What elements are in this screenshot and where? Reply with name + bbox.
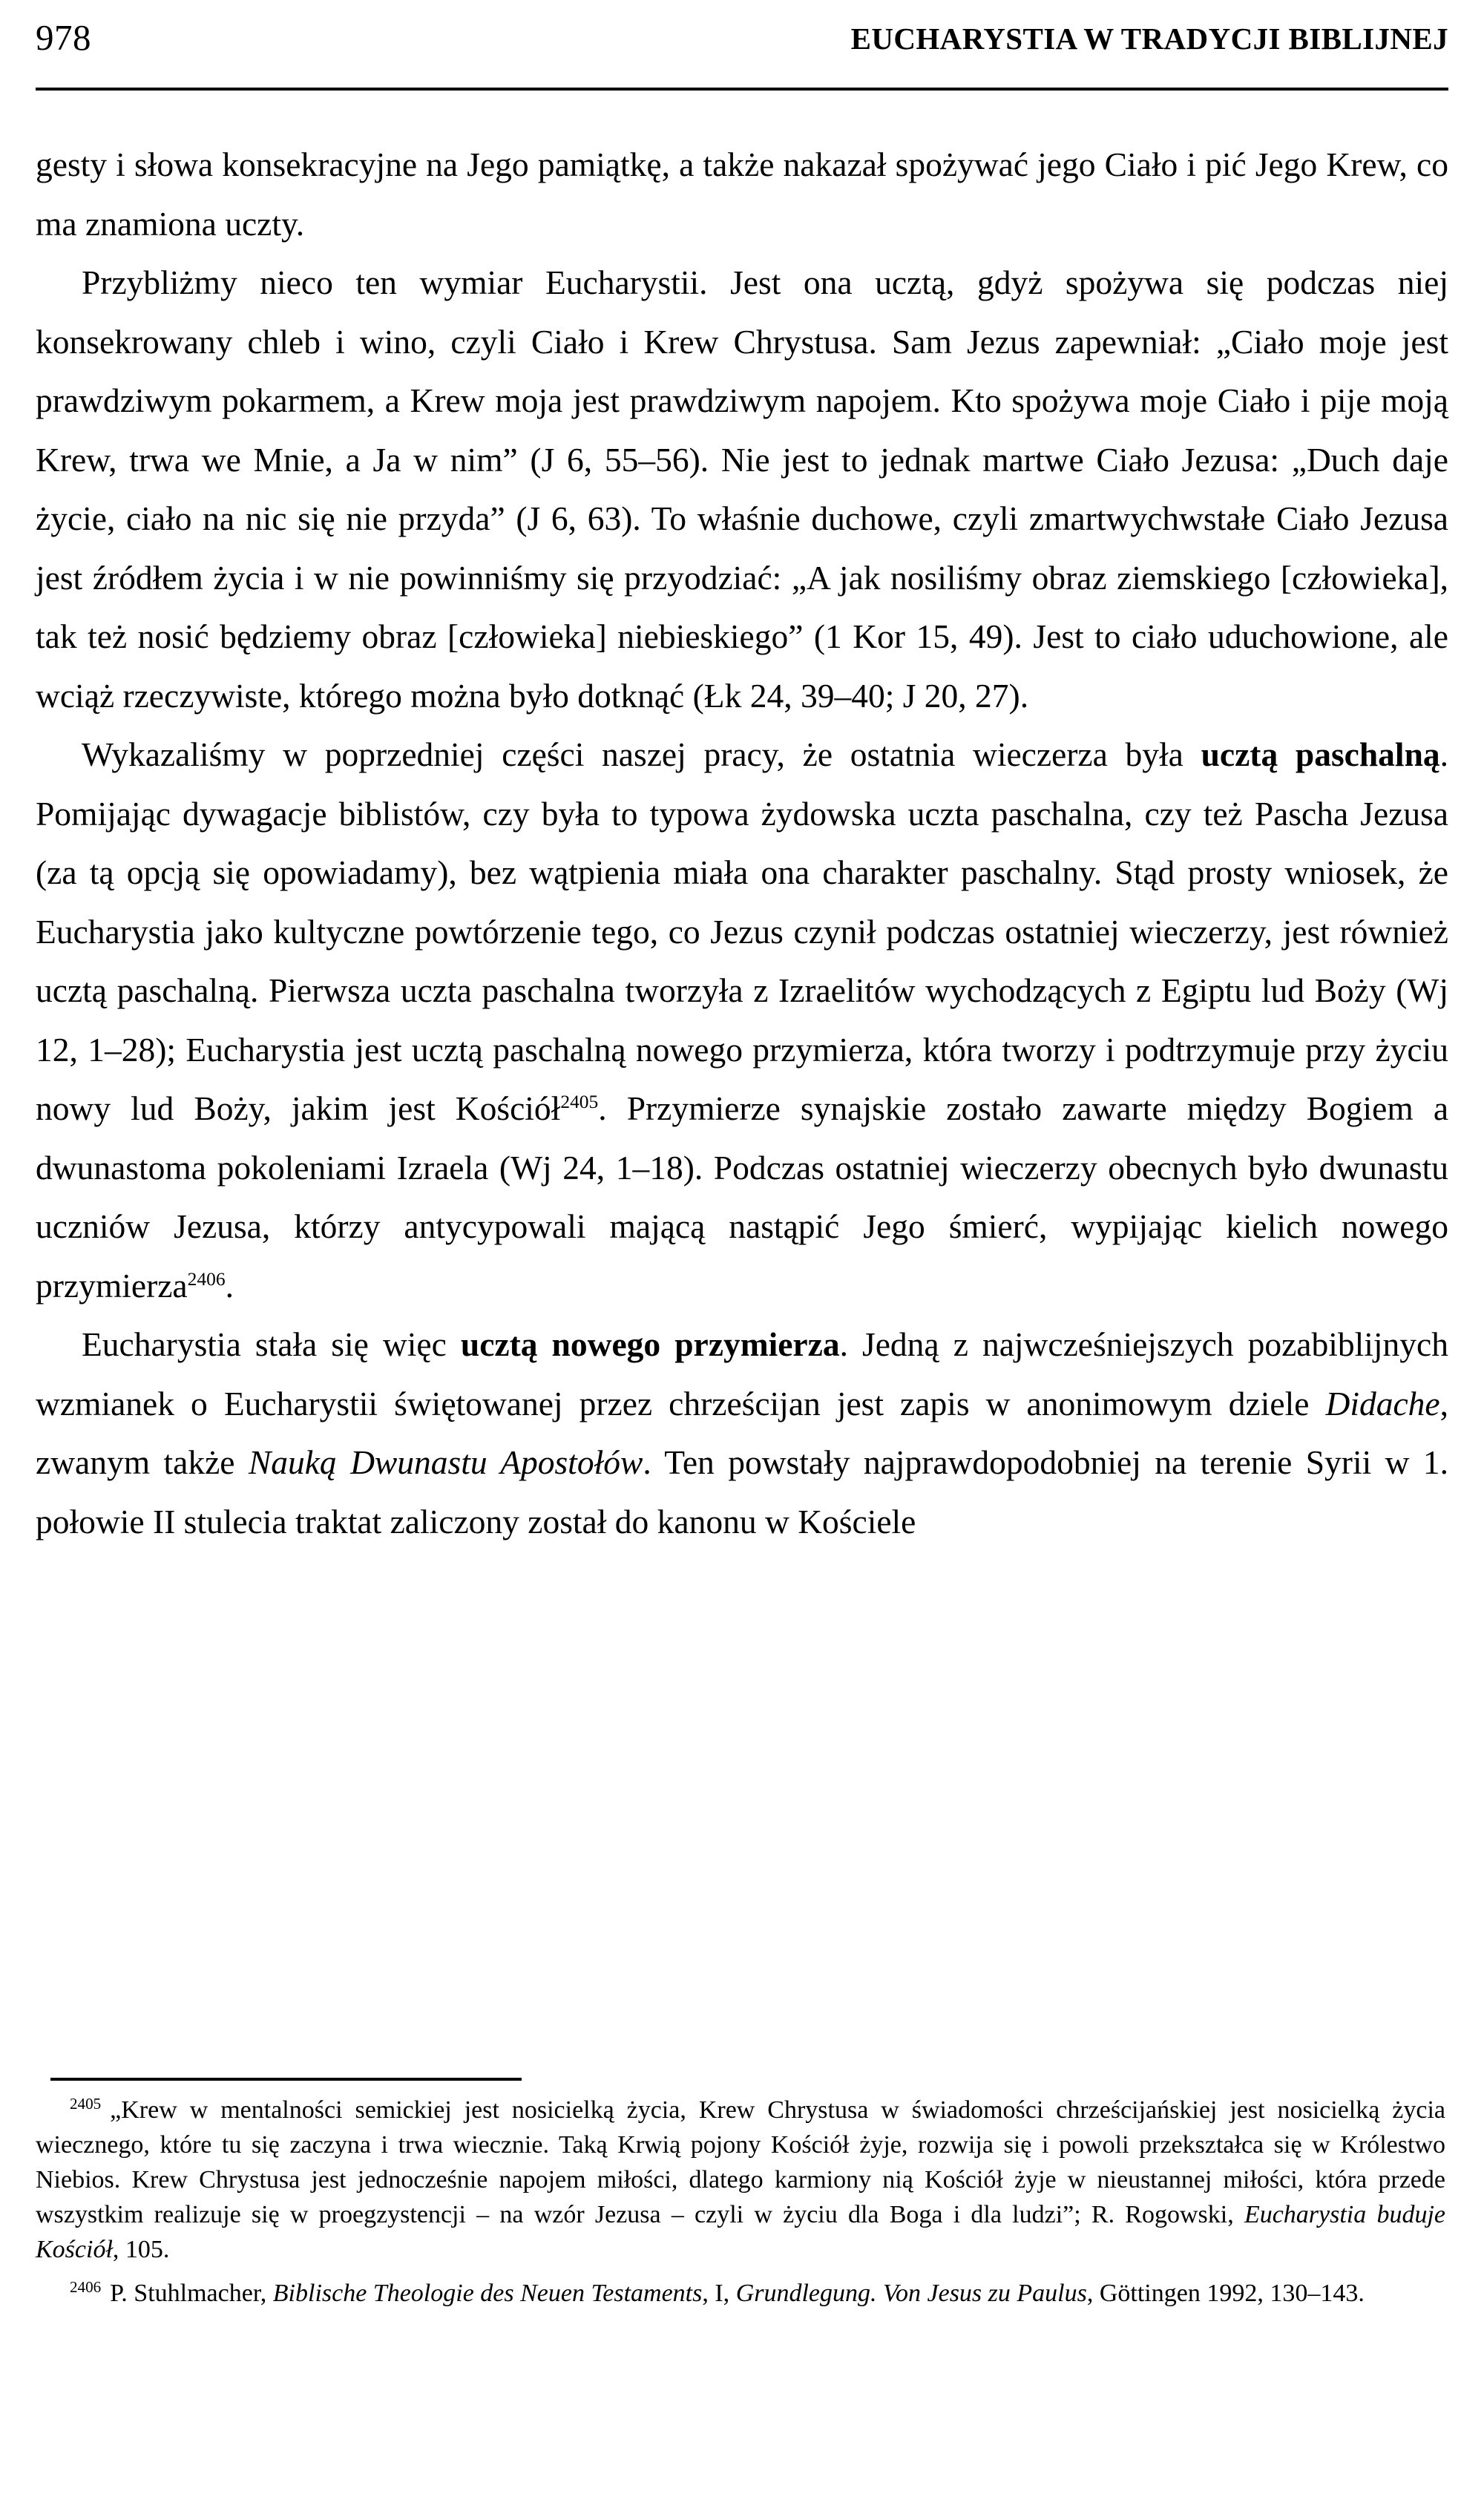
footnote-reference[interactable]: 2406	[187, 1267, 226, 1290]
body-text	[30, 135, 1454, 1551]
footnote-area	[36, 2078, 1448, 2315]
text-run: , I,	[702, 2280, 736, 2307]
title-italic: Eucharystia buduje Kościół	[36, 2201, 1446, 2263]
footnote-reference[interactable]: 2405	[560, 1090, 599, 1112]
emphasis-bold: ucztą paschalną	[1201, 735, 1440, 773]
footnote-number: 2405	[70, 2094, 102, 2113]
text-run: gesty i słowa konsekracyjne na Jego pamiątkę, a także nakazał spożywać jego Ciało i pić Jego Krew, co ma znamiona uczty.	[36, 145, 1448, 243]
body-paragraph	[36, 135, 1448, 253]
footnote-entry	[36, 2276, 1448, 2311]
text-run: .	[225, 1266, 234, 1305]
text-run: P. Stuhlmacher,	[110, 2280, 273, 2307]
title-italic: Nauką Dwunastu Apostołów	[248, 1443, 643, 1481]
page-header	[30, 13, 1454, 101]
text-run: Wykazaliśmy w poprzedniej części naszej pracy, że ostatnia wieczerza była	[82, 735, 1201, 773]
text-run: Eucharystia stała się więc	[82, 1325, 461, 1363]
page-number: 978	[36, 17, 91, 58]
footnote-number: 2406	[70, 2277, 102, 2296]
header-divider	[36, 88, 1448, 91]
body-paragraph	[36, 725, 1448, 1315]
text-run: „Krew w mentalności semickiej jest nosicielką życia, Krew Chrystusa w świadomości chrześcijańskiej jest nosicielką życia wiecznego, które tu się zaczyna i trwa wiecznie. Taką Krwią pojony Kościół żyje, rozwija się i powoli przekształca się w Królestwo Niebios. Krew Chrystusa jest jednocześnie napojem miłości, dlatego karmiony nią Kościół żyje w nieustannej miłości, która przede wszystkim realizuje się w proegzystencji – na wzór Jezusa – czyli w życiu dla Boga i dla ludzi”; R. Rogowski,	[36, 2096, 1445, 2228]
text-run: . Pomijając dywagacje biblistów, czy była to typowa żydowska uczta paschalna, czy też Pascha Jezusa (za tą opcją się opowiadamy), bez wątpienia miała ona charakter paschalny. Stąd prosty wniosek, że Eucharystia jako kultyczne powtórzenie tego, co Jezus czynił podczas ostatniej wieczerzy, jest również ucztą paschalną. Pierwsza uczta paschalna tworzyła z Izraelitów wychodzących z Egiptu lud Boży (Wj 12, 1–28); Eucharystia jest ucztą paschalną nowego przymierza, która tworzy i podtrzymuje przy życiu nowy lud Boży, jakim jest Kościół	[36, 735, 1448, 1127]
text-run: , Göttingen 1992, 130–143.	[1086, 2280, 1365, 2307]
title-italic: Didache	[1325, 1384, 1440, 1423]
footnote-entry	[36, 2093, 1448, 2267]
text-run: . Jedną z najwcześniejszych pozabiblijnych wzmianek o Eucharystii świętowanej przez chrześcijan jest zapis w anonimowym dziele	[36, 1325, 1449, 1423]
emphasis-bold: ucztą nowego przymierza	[460, 1325, 840, 1363]
running-title: EUCHARYSTIA W TRADYCJI BIBLIJNEJ	[850, 22, 1448, 56]
text-run: , zwanym także	[36, 1384, 1448, 1481]
body-paragraph	[36, 253, 1448, 725]
title-italic: Grundlegung. Von Jesus zu Paulus	[735, 2280, 1087, 2307]
title-italic: Biblische Theologie des Neuen Testaments	[272, 2280, 703, 2307]
text-run: Przybliżmy nieco ten wymiar Eucharystii. Jest ona ucztą, gdyż spożywa się podczas niej konsekrowany chleb i wino, czyli Ciało i Krew Chrystusa. Sam Jezus zapewniał: „Ciało moje jest prawdziwym pokarmem, a Krew moja jest prawdziwym napojem. Kto spożywa moje Ciało i pije moją Krew, trwa we Mnie, a Ja w nim” (J 6, 55–56). Nie jest to jednak martwe Ciało Jezusa: „Duch daje życie, ciało na nic się nie przyda” (J 6, 63). To właśnie duchowe, czyli zmartwychwstałe Ciało Jezusa jest źródłem życia i w nie powinniśmy się przyodziać: „A jak nosiliśmy obraz ziemskiego [człowieka], tak też nosić będziemy obraz [człowieka] niebieskiego” (1 Kor 15, 49). Jest to ciało uduchowione, ale wciąż rzeczywiste, którego można było dotknąć (Łk 24, 39–40; J 20, 27).	[36, 263, 1448, 715]
footnote-list	[36, 2093, 1448, 2311]
footnote-separator	[50, 2078, 522, 2081]
text-run: . Przymierze synajskie zostało zawarte między Bogiem a dwunastoma pokoleniami Izraela (Wj 24, 1–18). Podczas ostatniej wieczerzy obecnych było dwunastu uczniów Jezusa, którzy antycypowali mającą nastąpić Jego śmierć, wypijając kielich nowego przymierza	[36, 1089, 1449, 1305]
body-paragraph	[36, 1315, 1448, 1551]
text-run: , 105.	[112, 2236, 170, 2263]
text-run: . Ten powstały najprawdopodobniej na terenie Syrii w 1. połowie II stulecia traktat zaliczony został do kanonu w Kościele	[36, 1443, 1448, 1540]
